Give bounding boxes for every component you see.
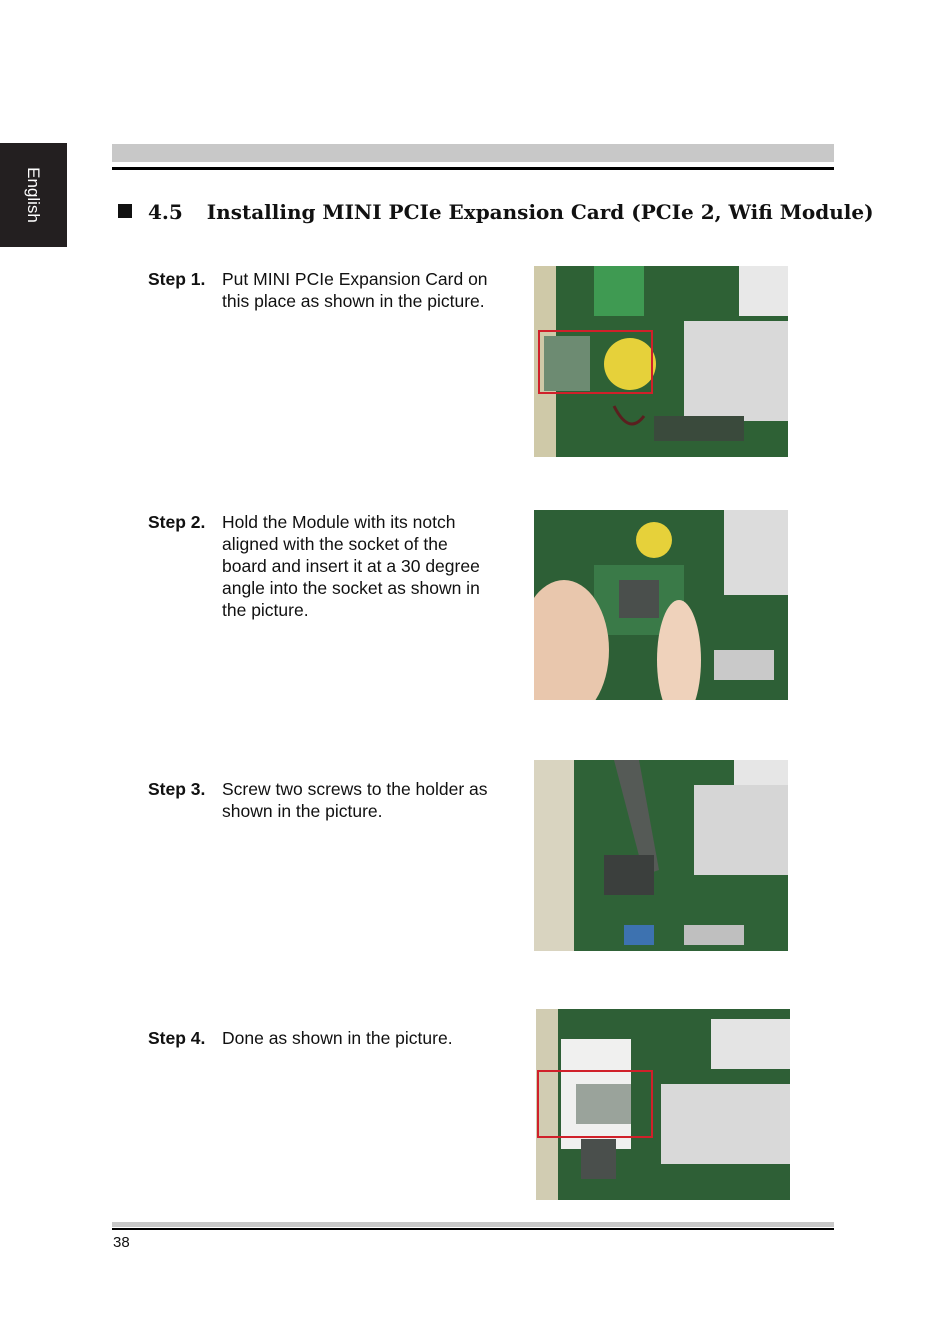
step-label: Step 3. — [148, 779, 206, 799]
step-label: Step 2. — [148, 512, 206, 532]
section-heading — [118, 200, 874, 224]
step-4-photo — [536, 1009, 790, 1200]
step-1-photo — [534, 266, 788, 457]
language-tab-label: English — [24, 167, 43, 223]
footer-band — [112, 1222, 834, 1227]
square-bullet-icon — [118, 204, 132, 218]
step-2-photo — [534, 510, 788, 700]
language-tab — [0, 143, 67, 247]
header-rule — [112, 167, 834, 170]
header-band — [112, 144, 834, 162]
step-text: Done as shown in the picture. — [222, 1028, 453, 1048]
section-number: 4.5 — [148, 200, 183, 224]
step-3-photo — [534, 760, 788, 951]
step-text: Screw two screws to the holder as shown in the picture. — [222, 779, 488, 821]
step-text: Put MINI PCIe Expansion Card on this place as shown in the picture. — [222, 269, 488, 311]
step-label: Step 4. — [148, 1028, 206, 1048]
footer-rule — [112, 1228, 834, 1230]
step-text: Hold the Module with its notch aligned with the socket of the board and insert it at a 30 degree angle into the socket as shown in the picture. — [222, 512, 480, 620]
step-label: Step 1. — [148, 269, 206, 289]
section-title: Installing MINI PCIe Expansion Card (PCIe 2, Wifi Module) — [206, 200, 874, 224]
page-number: 38 — [113, 1234, 130, 1251]
